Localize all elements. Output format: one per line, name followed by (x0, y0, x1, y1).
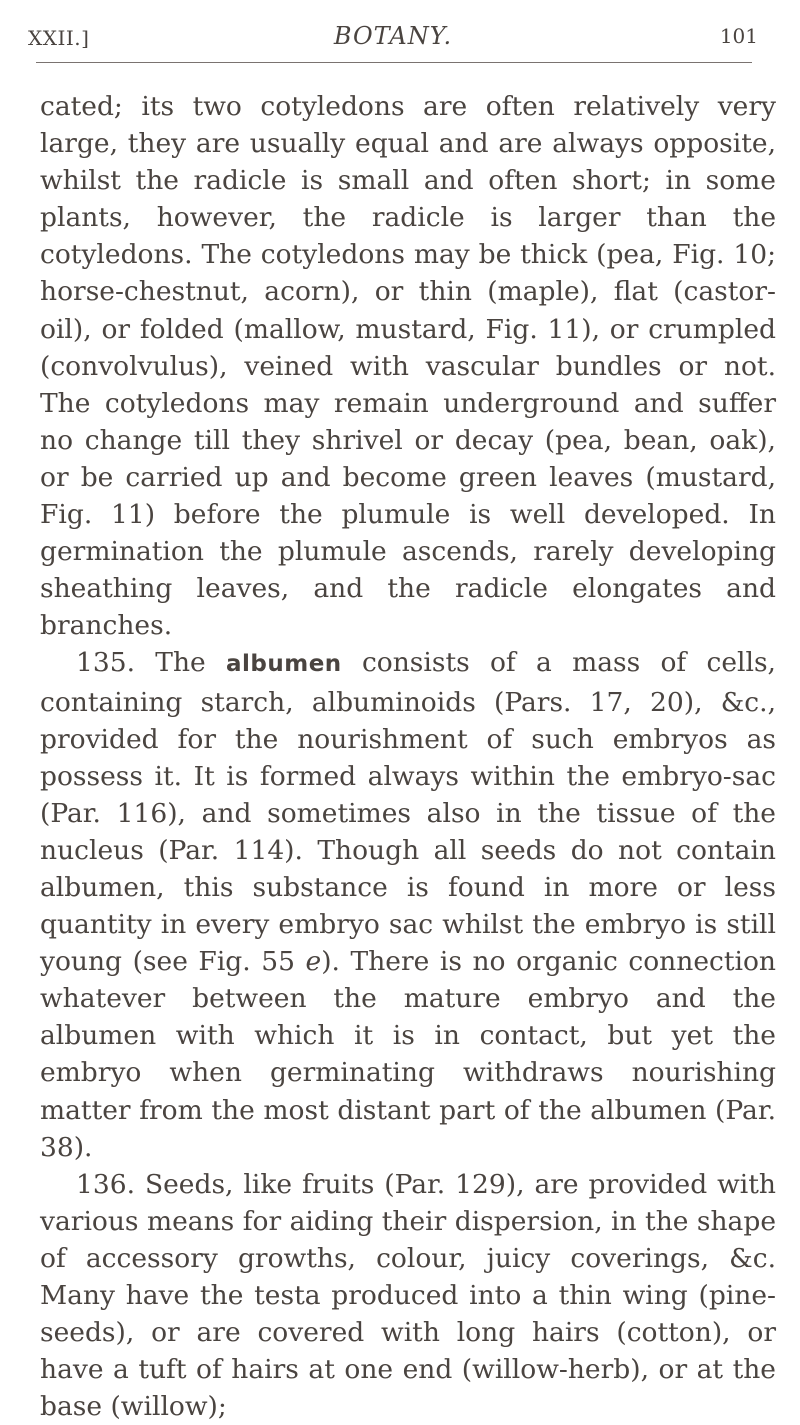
paragraph-continuation (40, 88, 776, 644)
running-header (28, 22, 758, 60)
page-number: 101 (719, 24, 758, 48)
figure-letter: e (305, 946, 322, 978)
defined-term: albumen (225, 651, 342, 678)
body-text (40, 88, 776, 1425)
running-title: BOTANY. (333, 22, 453, 50)
paragraph-text-after: ). There is no organic connection whatever between the mature embryo and the albumen with which it is in contact, but yet the embryo when germinating withdraws nourishing matter from the most distant part of the albumen (Par. 38). (40, 946, 776, 1163)
paragraph-text: consists of a mass of cells, containing starch, albuminoids (Pars. 17, 20), &c., provided for the nourishment of such embryos as possess it. It is formed always within the embryo-sac (Par. 116), and sometimes also in the tissue of the nucleus (Par. 114). Though all seeds do not contain albumen, this substance is found in more or less quantity in every embryo sac whilst the embryo is still young (see Fig. 55 (40, 647, 776, 978)
paragraph-text: Seeds, like fruits (Par. 129), are provided with various means for aiding their dispersion, in the shape of accessory growths, colour, juicy coverings, &c. Many have the testa produced into a thin wing (pine-seeds), or are covered with long hairs (cotton), or have a tuft of hairs at one end (willow-herb), or at the base (willow); (40, 1168, 776, 1423)
paragraph-lead: The (155, 647, 206, 679)
paragraph-number: 136. (76, 1168, 136, 1200)
paragraph-136 (40, 1166, 776, 1425)
paragraph-text: cated; its two cotyledons are often relatively very large, they are usually equal and are always opposite, whilst the radicle is small and often short; in some plants, however, the radicle is larger than the cotyledons. The cotyledons may be thick (pea, Fig. 10; horse-chestnut, acorn), or thin (maple), flat (castor-oil), or folded (mallow, mustard, Fig. 11), or crumpled (convolvulus), veined with vascular bundles or not. The cotyledons may remain underground and suffer no change till they shrivel or decay (pea, bean, oak), or be carried up and become green leaves (mustard, Fig. 11) before the plumule is well developed. In germination the plumule ascends, rarely developing sheathing leaves, and the radicle elongates and branches. (40, 91, 776, 642)
header-rule (36, 62, 752, 63)
paragraph-135 (40, 644, 776, 1165)
chapter-marker: XXII.] (28, 26, 90, 50)
paragraph-number: 135. (76, 647, 136, 679)
